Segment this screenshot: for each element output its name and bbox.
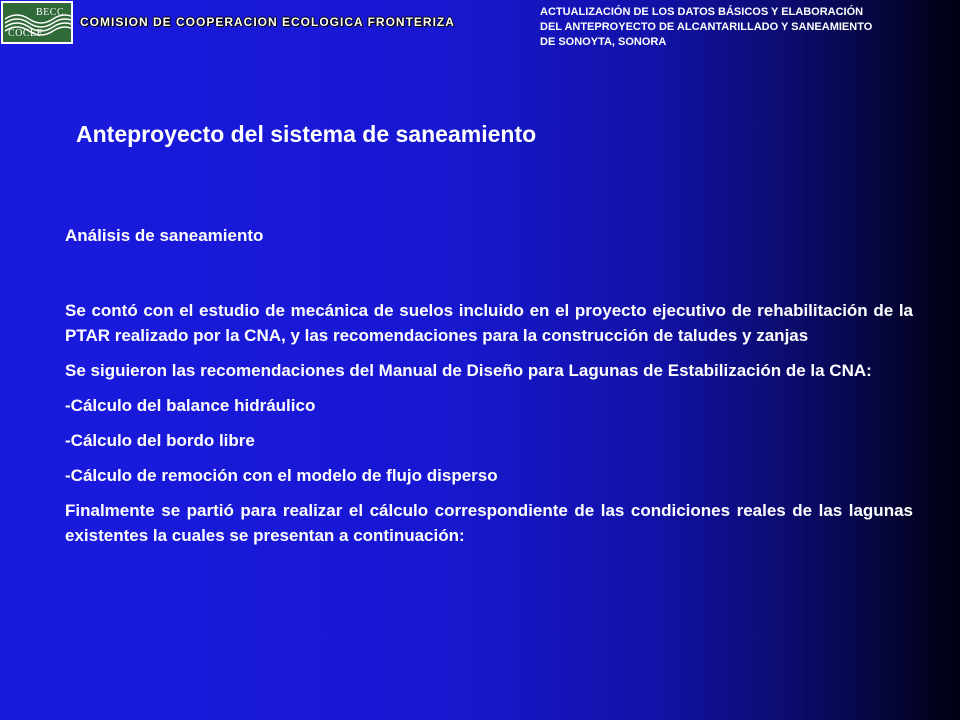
slide-title: Anteproyecto del sistema de saneamiento — [76, 121, 537, 147]
list-item: -Cálculo del bordo libre — [65, 431, 255, 450]
project-line: DEL ANTEPROYECTO DE ALCANTARILLADO Y SANEAMIENTO — [540, 21, 873, 33]
becc-cocef-logo — [1, 1, 73, 44]
logo-top-text: BECC — [36, 7, 65, 18]
project-line: ACTUALIZACIÓN DE LOS DATOS BÁSICOS Y ELABORACIÓN — [540, 6, 864, 18]
paragraph: Se siguieron las recomendaciones del Manual de Diseño para Lagunas de Estabilización de la CNA: — [65, 361, 872, 380]
list-item: -Cálculo del balance hidráulico — [65, 396, 316, 415]
logo-bottom-text: COCEF — [8, 28, 43, 39]
section-subtitle: Análisis de saneamiento — [65, 226, 264, 245]
organization-name: COMISION DE COOPERACION ECOLOGICA FRONTERIZA — [80, 15, 455, 29]
project-line: DE SONOYTA, SONORA — [540, 36, 667, 48]
slide-content — [65, 223, 913, 558]
project-header — [540, 5, 955, 50]
list-item: -Cálculo de remoción con el modelo de flujo disperso — [65, 466, 498, 485]
closing-paragraph: Finalmente se partió para realizar el cálculo correspondiente de las condiciones reales de las lagunas existentes la cuales se presentan a continuación: — [65, 501, 913, 545]
paragraph: Se contó con el estudio de mecánica de suelos incluido en el proyecto ejecutivo de rehabilitación de la PTAR realizado por la CNA, y las recomendaciones para la construcción de taludes y zanjas — [65, 301, 913, 345]
